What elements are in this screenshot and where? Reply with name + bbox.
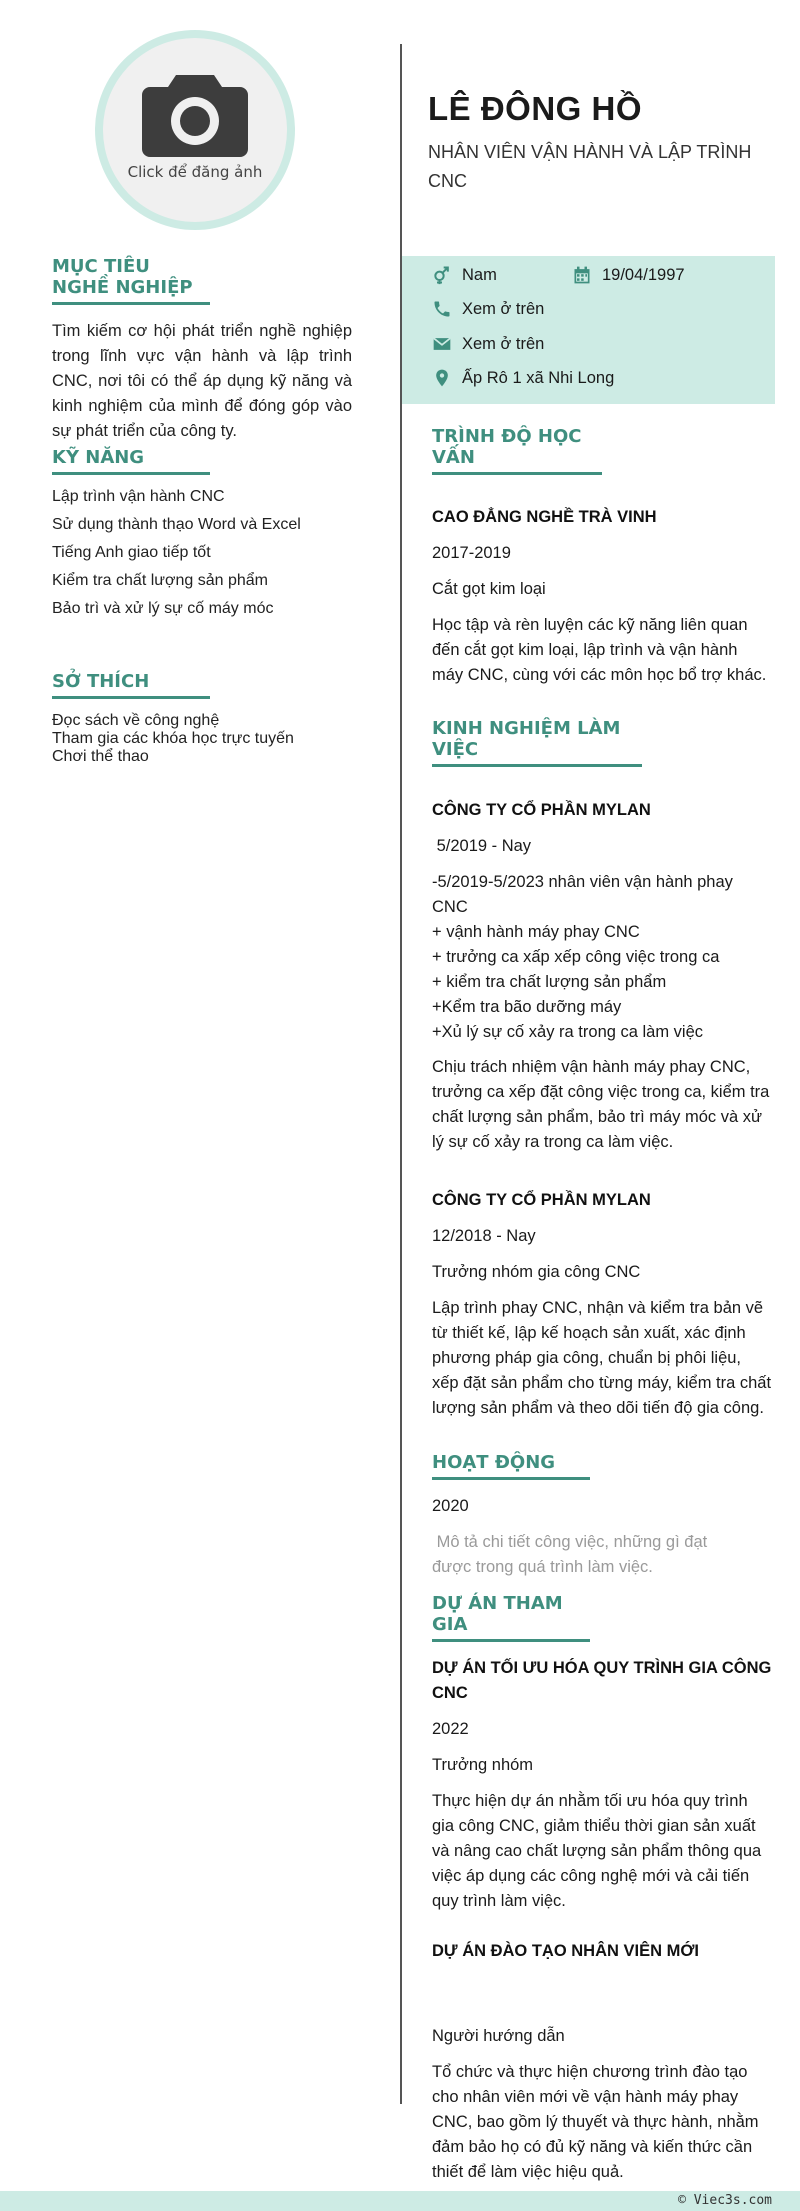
list-item: Bảo trì và xử lý sự cố máy móc — [52, 600, 274, 617]
list-item: Đọc sách về công nghệ — [52, 712, 220, 729]
list-item: +Kểm tra bão dưỡng máy — [432, 998, 622, 1016]
list-item: -5/2019-5/2023 nhân viên vận hành phay CNC — [432, 873, 733, 916]
projects-title: DỰ ÁN THAM GIA — [432, 1593, 590, 1642]
footer-credit: © Viec3s.com — [678, 2193, 772, 2208]
avatar-frame[interactable] — [95, 30, 295, 230]
project-name: DỰ ÁN TỐI ƯU HÓA QUY TRÌNH GIA CÔNG CNC — [432, 1659, 772, 1702]
experience-title: KINH NGHIỆM LÀM VIỆC — [432, 718, 642, 767]
school-name: CAO ĐẲNG NGHỀ TRÀ VINH — [432, 508, 657, 526]
experience-section — [432, 718, 772, 1421]
skills-section — [52, 447, 352, 628]
hobbies-list — [52, 712, 352, 766]
birthday-value: 19/04/1997 — [602, 265, 685, 284]
birthday-row — [572, 265, 685, 285]
activities-title: HOẠT ĐỘNG — [432, 1452, 590, 1480]
project-year: 2022 — [432, 1720, 469, 1738]
email-value: Xem ở trên — [462, 334, 545, 353]
skills-list — [52, 488, 352, 618]
hobbies-title: SỞ THÍCH — [52, 671, 210, 699]
upload-photo-caption: Click để đăng ảnh — [127, 163, 263, 181]
list-item: + vậnh hành máy phay CNC — [432, 923, 640, 941]
gender-icon — [432, 265, 452, 285]
gender-row — [432, 265, 497, 285]
list-item: Kiểm tra chất lượng sản phẩm — [52, 572, 268, 589]
project-name: DỰ ÁN ĐÀO TẠO NHÂN VIÊN MỚI — [432, 1942, 700, 1960]
list-item: Chơi thể thao — [52, 748, 149, 765]
list-item: Lập trình vận hành CNC — [52, 488, 225, 505]
list-item: Tham gia các khóa học trực tuyến — [52, 730, 294, 747]
list-item: Tiếng Anh giao tiếp tốt — [52, 544, 211, 561]
hobbies-section — [52, 671, 352, 766]
skills-title: KỸ NĂNG — [52, 447, 210, 475]
job-description: Lập trình phay CNC, nhận và kiểm tra bản vẽ từ thiết kế, lập kế hoạch sản xuất, xác định phương pháp gia công, chuẩn bị phôi liệu, xếp đặt sản phẩm cho từng máy, kiểm tra chất lượng sản phẩm và theo dõi tiến độ gia công. — [432, 1299, 772, 1417]
project-year — [432, 1975, 772, 2000]
activity-year: 2020 — [432, 1497, 469, 1515]
job-company: CÔNG TY CỔ PHẦN MYLAN — [432, 801, 651, 819]
education-section — [432, 426, 772, 688]
objective-section — [52, 256, 352, 444]
avatar[interactable] — [103, 38, 287, 222]
job-description: Chịu trách nhiệm vận hành máy phay CNC, trưởng ca xếp đặt công việc trong ca, kiểm tra chất lượng sản phẩm, bảo trì máy móc và xử lý sự cố xảy ra trong ca làm việc. — [432, 1058, 770, 1151]
objective-text: Tìm kiếm cơ hội phát triển nghề nghiệp trong lĩnh vực vận hành và lập trình CNC, nơi tôi có thể áp dụng kỹ năng và kinh nghiệm của mình để đóng góp vào sự phát triển của công ty. — [52, 322, 352, 440]
project-description: Thực hiện dự án nhằm tối ưu hóa quy trình gia công CNC, giảm thiểu thời gian sản xuất và nâng cao chất lượng sản phẩm thông qua việc áp dụng các công nghệ mới và cải tiến quy trình làm việc. — [432, 1792, 762, 1910]
list-item: + trưởng ca xấp xếp công việc trong ca — [432, 948, 720, 966]
candidate-role: NHÂN VIÊN VẬN HÀNH VÀ LẬP TRÌNH CNC — [428, 142, 752, 191]
job-period: 12/2018 - Nay — [432, 1227, 536, 1245]
footer-bar — [0, 2191, 800, 2211]
calendar-icon — [572, 265, 592, 285]
address-value: Ấp Rô 1 xã Nhi Long — [462, 368, 615, 387]
phone-row — [432, 299, 544, 319]
education-title: TRÌNH ĐỘ HỌC VẤN — [432, 426, 602, 475]
job-period: 5/2019 - Nay — [432, 837, 532, 855]
list-item: Sử dụng thành thạo Word và Excel — [52, 516, 301, 533]
gender-value: Nam — [462, 265, 497, 284]
project-role: Trưởng nhóm — [432, 1756, 534, 1774]
phone-icon — [432, 299, 452, 319]
education-description: Học tập và rèn luyện các kỹ năng liên quan đến cắt gọt kim loại, lập trình và vận hành máy CNC, cùng với các môn học bổ trợ khác. — [432, 616, 767, 684]
activity-description[interactable]: Mô tả chi tiết công việc, những gì đạt được trong quá trình làm việc. — [432, 1533, 712, 1576]
location-pin-icon — [432, 368, 452, 388]
phone-value: Xem ở trên — [462, 299, 545, 318]
activities-section — [432, 1452, 772, 1580]
objective-title: MỤC TIÊU NGHỀ NGHIỆP — [52, 256, 210, 305]
project-role: Người hướng dẫn — [432, 2027, 565, 2045]
email-row — [432, 334, 544, 354]
job-company: CÔNG TY CỔ PHẦN MYLAN — [432, 1191, 651, 1209]
education-period: 2017-2019 — [432, 544, 511, 562]
candidate-name: LÊ ĐÔNG HỒ — [428, 90, 643, 127]
project-description: Tổ chức và thực hiện chương trình đào tạo cho nhân viên mới về vận hành máy phay CNC, bao gồm lý thuyết và thực hành, nhằm đảm bảo họ có đủ kỹ năng và kiến thức cần thiết để làm việc hiệu quả. — [432, 2063, 759, 2181]
education-major: Cắt gọt kim loại — [432, 580, 546, 598]
projects-section — [432, 1593, 772, 2185]
contact-panel — [402, 256, 775, 404]
email-icon — [432, 334, 452, 354]
camera-icon — [140, 69, 250, 159]
job-position: Trưởng nhóm gia công CNC — [432, 1263, 641, 1281]
list-item: +Xủ lý sự cố xảy ra trong ca làm việc — [432, 1023, 704, 1041]
list-item: + kiểm tra chất lượng sản phẩm — [432, 973, 667, 991]
address-row — [432, 368, 614, 388]
job-position-list — [432, 870, 772, 1045]
